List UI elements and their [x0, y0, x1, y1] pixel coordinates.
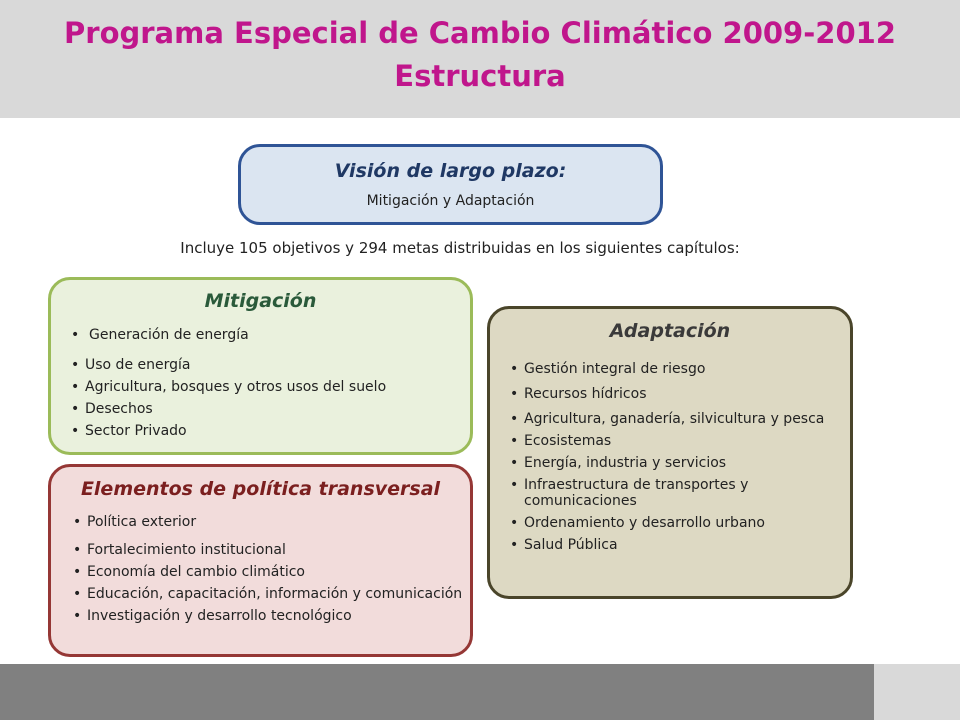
header-band: [0, 0, 960, 118]
footer-corner: [874, 664, 960, 720]
list-item: • Generación de energía: [71, 327, 461, 343]
adaptacion-list: [510, 361, 840, 559]
mitigacion-list: [71, 327, 461, 445]
list-item: • Sector Privado: [71, 423, 461, 439]
page-title: [0, 12, 960, 98]
elementos-box: [48, 464, 473, 657]
list-item: • Fortalecimiento institucional: [73, 542, 463, 558]
list-item: • Gestión integral de riesgo: [510, 361, 840, 377]
list-item: • Ordenamiento y desarrollo urbano: [510, 515, 840, 531]
list-item: • Agricultura, bosques y otros usos del suelo: [71, 379, 461, 395]
mitigacion-title: Mitigación: [204, 290, 317, 312]
elementos-title: Elementos de política transversal: [80, 478, 441, 500]
title-line-2: Estructura: [394, 59, 566, 93]
includes-text: Incluye 105 objetivos y 294 metas distribuidas en los siguientes capítulos:: [180, 239, 740, 257]
adaptacion-box: [487, 306, 853, 599]
vision-subtitle: Mitigación y Adaptación: [366, 193, 535, 209]
list-item: • Política exterior: [73, 514, 463, 530]
list-item: • Ecosistemas: [510, 433, 840, 449]
vision-box: [238, 144, 663, 225]
list-item: • Uso de energía: [71, 357, 461, 373]
list-item: • Salud Pública: [510, 537, 840, 553]
title-line-1: Programa Especial de Cambio Climático 2009-2012: [64, 16, 896, 50]
list-item: • Recursos hídricos: [510, 386, 840, 402]
list-item: • Infraestructura de transportes y comunicaciones: [510, 477, 840, 509]
list-item: • Energía, industria y servicios: [510, 455, 840, 471]
list-item: • Desechos: [71, 401, 461, 417]
footer-bar: [0, 664, 874, 720]
list-item: • Educación, capacitación, información y comunicación: [73, 586, 463, 602]
vision-title: Visión de largo plazo:: [334, 160, 567, 182]
list-item: • Investigación y desarrollo tecnológico: [73, 608, 463, 624]
list-item: • Economía del cambio climático: [73, 564, 463, 580]
adaptacion-title: Adaptación: [609, 320, 731, 342]
elementos-list: [73, 514, 463, 630]
mitigacion-box: [48, 277, 473, 455]
list-item: • Agricultura, ganadería, silvicultura y pesca: [510, 411, 840, 427]
